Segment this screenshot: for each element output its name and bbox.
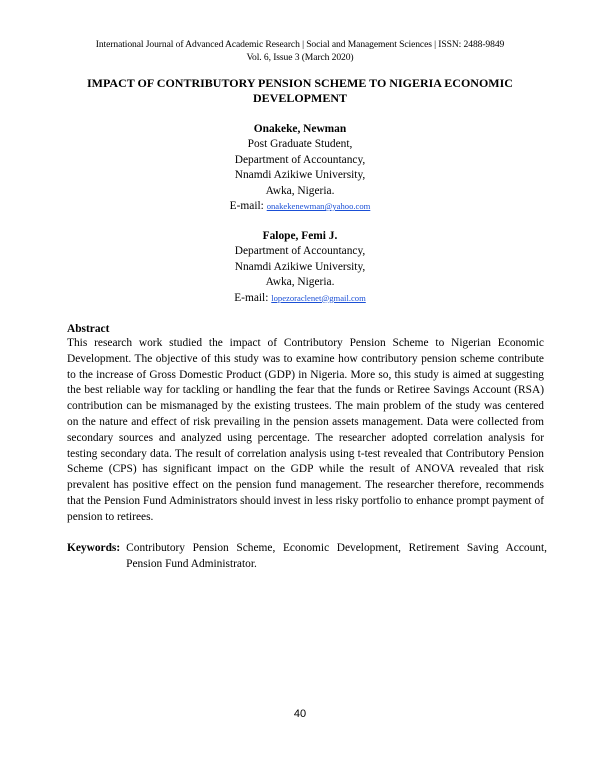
author-name: Falope, Femi J. bbox=[262, 230, 338, 242]
email-label: E-mail: bbox=[234, 291, 269, 304]
author-affiliation-line: Department of Accountancy, bbox=[234, 153, 366, 166]
author-affiliation-line: Awka, Nigeria. bbox=[265, 184, 335, 197]
paper-title-line1: IMPACT OF CONTRIBUTORY PENSION SCHEME TO NIGERIA ECONOMIC bbox=[87, 76, 513, 90]
author-block-1 bbox=[0, 122, 600, 214]
author-affiliation-line: Nnamdi Azikiwe University, bbox=[234, 260, 366, 273]
author-name: Onakeke, Newman bbox=[253, 123, 347, 135]
journal-header-line1: International Journal of Advanced Academic Research | Social and Management Sciences | ISSN: 2488-9849 bbox=[95, 39, 505, 50]
email-label: E-mail: bbox=[229, 200, 264, 213]
author-email-link[interactable]: onakekenewman@yahoo.com bbox=[266, 201, 371, 212]
author-affiliation-line: Nnamdi Azikiwe University, bbox=[234, 169, 366, 182]
author-affiliation-line: Department of Accountancy, bbox=[234, 245, 366, 258]
author-email-line bbox=[0, 199, 600, 214]
journal-header-line2: Vol. 6, Issue 3 (March 2020) bbox=[246, 51, 354, 63]
author-affiliation-line: Post Graduate Student, bbox=[247, 138, 353, 151]
paper-title-line2: DEVELOPMENT bbox=[252, 91, 347, 105]
journal-header bbox=[0, 39, 600, 64]
abstract-heading: Abstract bbox=[67, 323, 110, 335]
abstract-body: This research work studied the impact of Contributory Pension Scheme to Nigerian Economic Development. The objective of this study was to examine how contributory pension scheme contribute to the increase of Gross Domestic Product (GDP) in Nigeria. More so, this study is aimed at suggesting the best reliable way for tackling or handling the fear that the funds or Retiree Savings Account (RSA) contribution can be mismanaged by the existing trustees. The main problem of the study was centered on the nature and effect of risk prevailing in the pension assets management. Data were collected from secondary sources and analyzed using percentage. The researcher adopted correlation analysis for testing secondary data. The result of correlation analysis using t-test revealed that Contributory Pension Scheme (CPS) has significant impact on the GDP while the result of ANOVA revealed that risk prevalent has positive effect on the pension fund management. The researcher therefore, recommends that the Pension Fund Administrators should invest in less risky portfolio to enhance prompt payment of pension to retirees. bbox=[67, 337, 544, 523]
paper-title bbox=[70, 76, 530, 106]
author-email-line bbox=[0, 291, 600, 306]
keywords-text: Contributory Pension Scheme, Economic Development, Retirement Saving Account, Pension Fund Administrator. bbox=[126, 542, 547, 570]
author-affiliation-line: Awka, Nigeria. bbox=[265, 276, 335, 289]
page-number: 40 bbox=[293, 708, 307, 720]
keywords bbox=[67, 541, 547, 573]
keywords-label: Keywords: bbox=[67, 542, 121, 554]
author-email-link[interactable]: lopezoraclenet@gmail.com bbox=[271, 292, 366, 303]
author-block-2 bbox=[0, 229, 600, 306]
